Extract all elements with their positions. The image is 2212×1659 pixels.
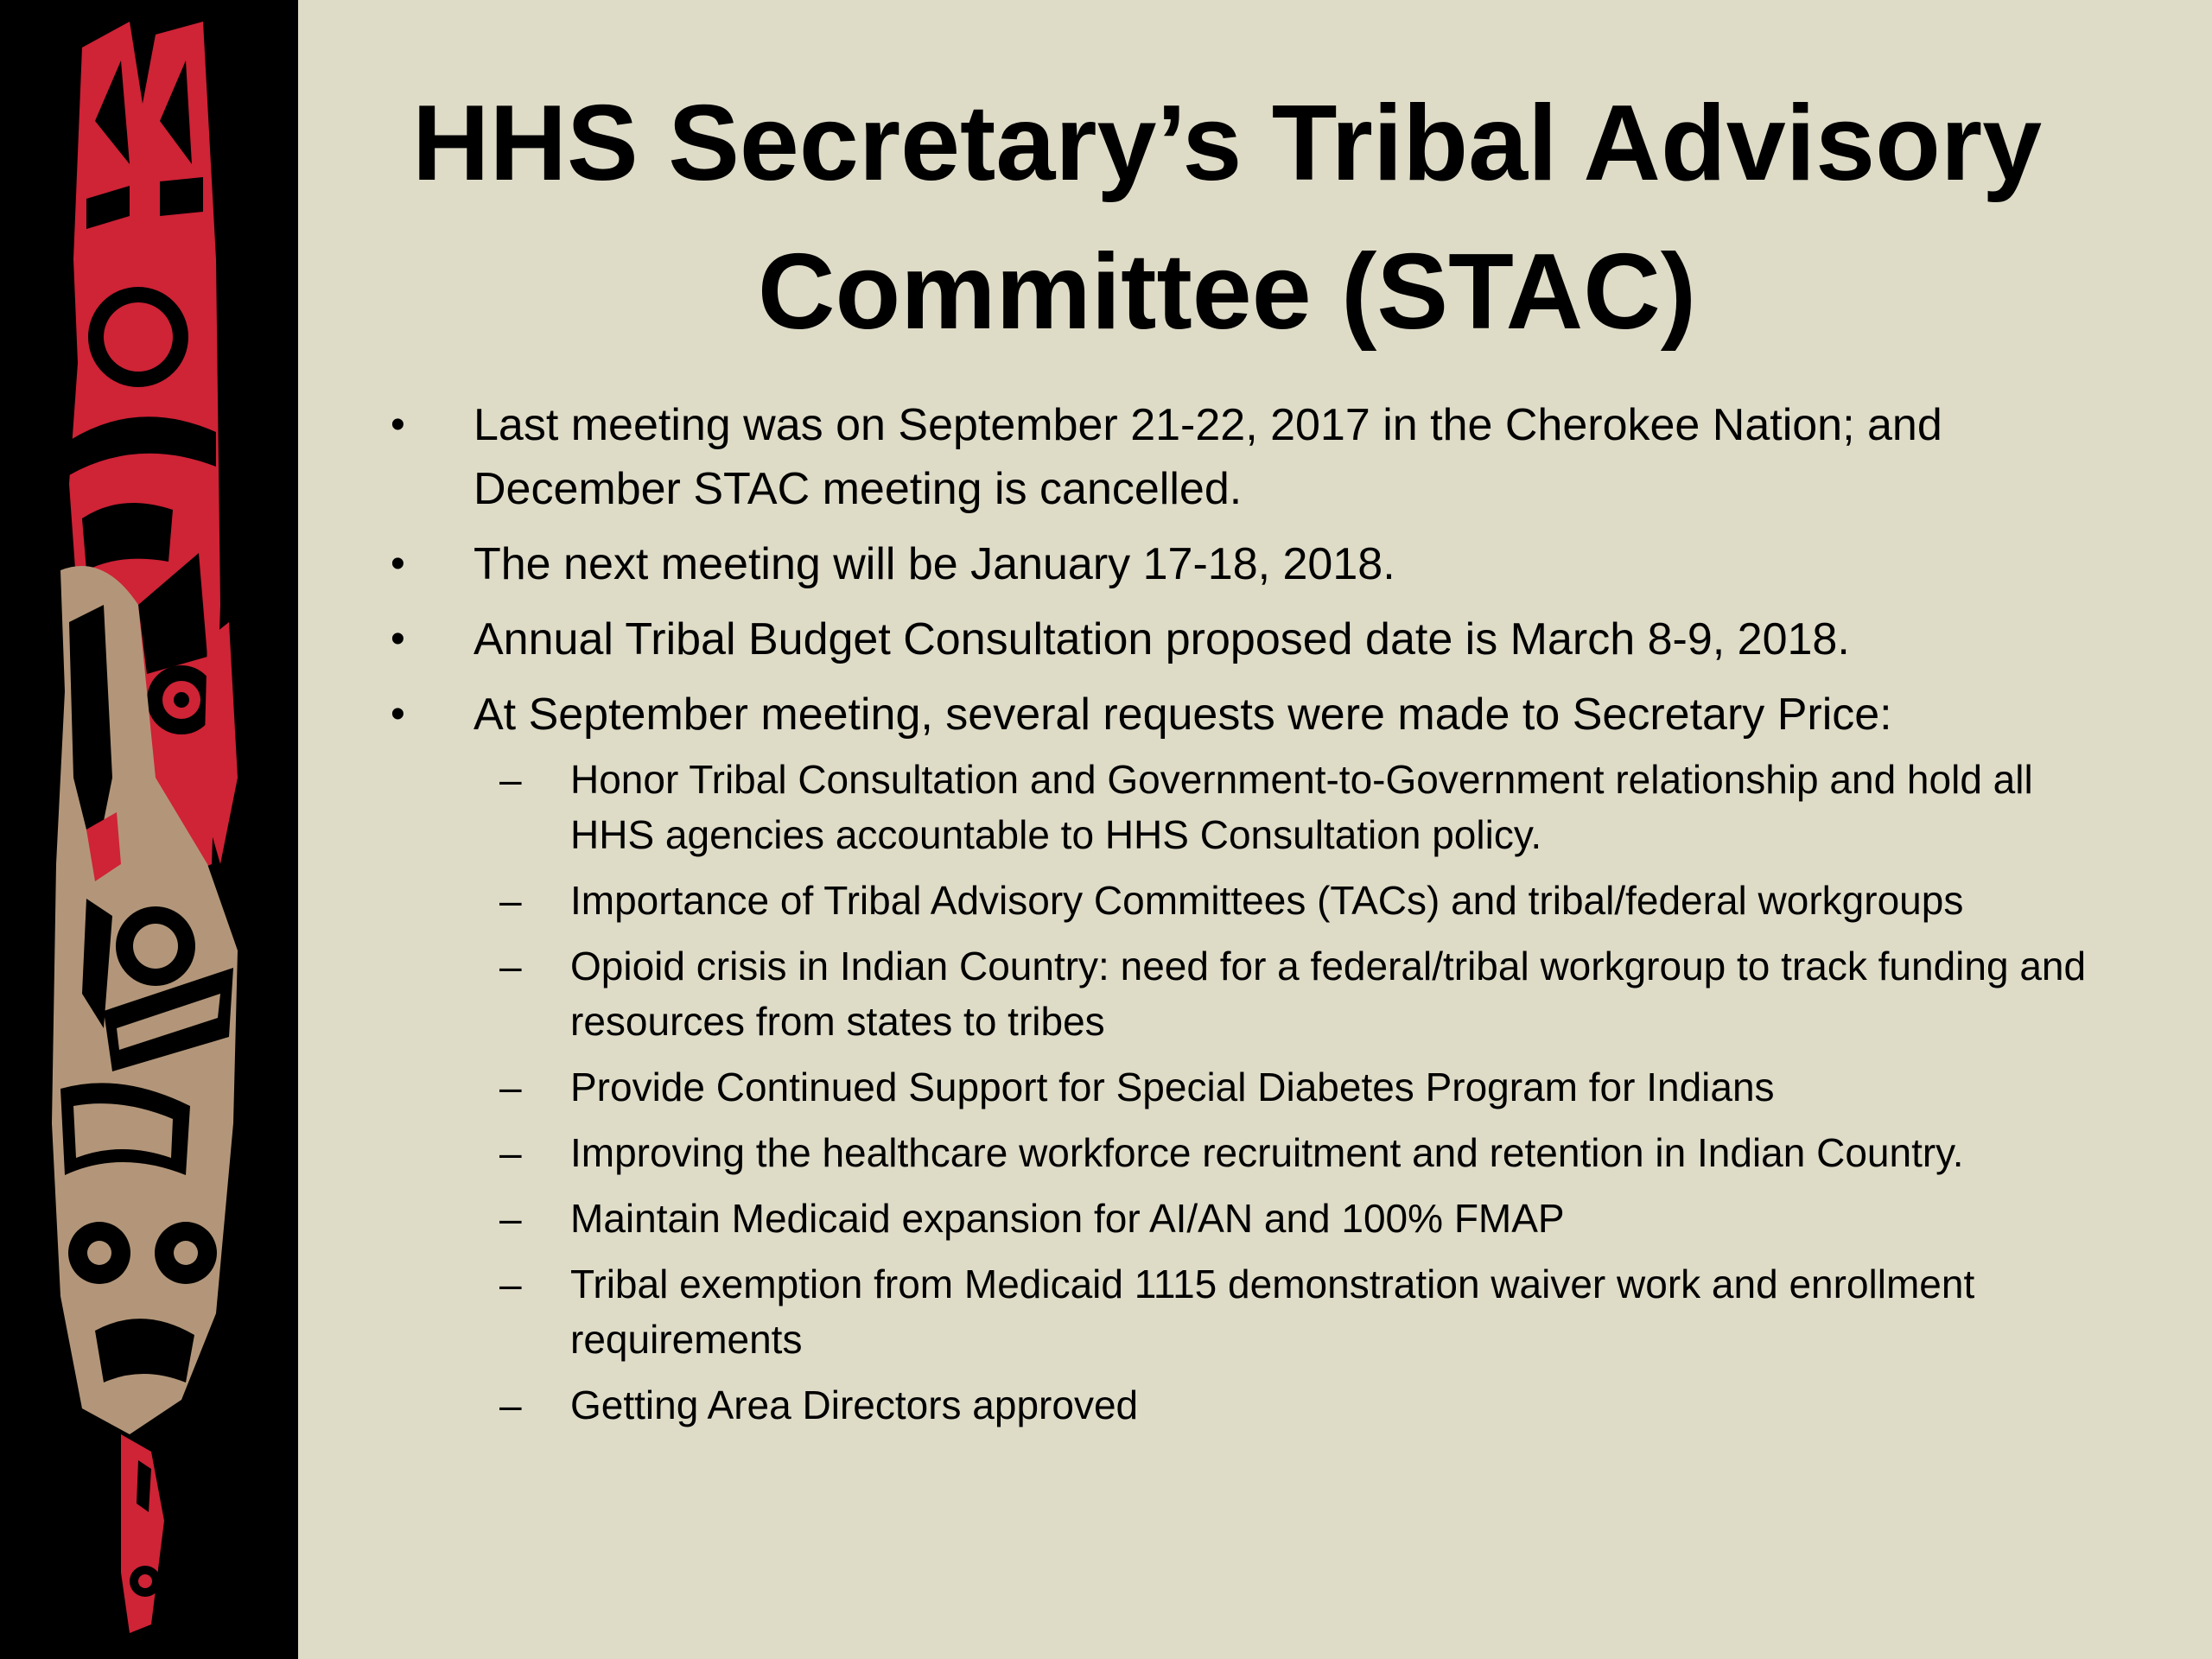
sub-item-text: Tribal exemption from Medicaid 1115 demonstration waiver work and enrollment requirements: [570, 1262, 1975, 1362]
bullet-item: [380, 532, 2100, 596]
sub-list-item: [380, 1125, 2100, 1180]
title-line-1: HHS Secretary’s Tribal Advisory: [411, 84, 2043, 203]
dash-marker: –: [499, 1382, 522, 1427]
bullet-text: The next meeting will be January 17-18, 2018.: [474, 539, 1395, 589]
bullet-text: Annual Tribal Budget Consultation proposed date is March 8-9, 2018.: [474, 614, 1850, 664]
bullet-marker: •: [391, 616, 405, 662]
bullet-text: At September meeting, several requests were made to Secretary Price:: [474, 690, 1892, 740]
totem-art-panel: [0, 0, 298, 1659]
sub-list-item: [380, 752, 2100, 862]
bullet-item: [380, 683, 2100, 747]
bullet-item: [380, 393, 2100, 521]
dash-marker: –: [499, 1130, 522, 1175]
sub-list-item: [380, 1377, 2100, 1433]
dash-marker: –: [499, 1065, 522, 1109]
dash-marker: –: [499, 757, 522, 802]
sub-list-item: [380, 873, 2100, 928]
formline-totem-art: [0, 0, 298, 1659]
bullet-marker: •: [391, 402, 405, 448]
dash-marker: –: [499, 1262, 522, 1306]
sub-item-text: Maintain Medicaid expansion for AI/AN and 100% FMAP: [570, 1196, 1565, 1241]
title-line-2: Committee (STAC): [757, 232, 1697, 352]
bullet-marker: •: [391, 691, 405, 737]
sub-list-item: [380, 938, 2100, 1049]
bullet-text: Last meeting was on September 21-22, 2017 in the Cherokee Nation; and December STAC meeting is cancelled.: [474, 400, 1942, 514]
dash-marker: –: [499, 944, 522, 988]
sub-list-item: [380, 1256, 2100, 1367]
sub-item-text: Opioid crisis in Indian Country: need for a federal/tribal workgroup to track funding and resources from states to tribes: [570, 944, 2087, 1044]
sub-list-item: [380, 1059, 2100, 1115]
sub-list-item: [380, 1191, 2100, 1246]
sub-item-text: Honor Tribal Consultation and Government-to-Government relationship and hold all HHS agencies accountable to HHS Consultation policy.: [570, 757, 2033, 857]
bullet-marker: •: [391, 541, 405, 587]
bullet-item: [380, 607, 2100, 671]
sub-item-text: Improving the healthcare workforce recruitment and retention in Indian Country.: [570, 1130, 1964, 1175]
sub-item-text: Getting Area Directors approved: [570, 1382, 1139, 1427]
slide-title: [298, 69, 2156, 366]
sub-item-text: Importance of Tribal Advisory Committees (TACs) and tribal/federal workgroups: [570, 878, 1964, 923]
dash-marker: –: [499, 1196, 522, 1241]
bullet-list: [380, 393, 2100, 1443]
dash-marker: –: [499, 878, 522, 923]
sub-item-text: Provide Continued Support for Special Diabetes Program for Indians: [570, 1065, 1775, 1109]
